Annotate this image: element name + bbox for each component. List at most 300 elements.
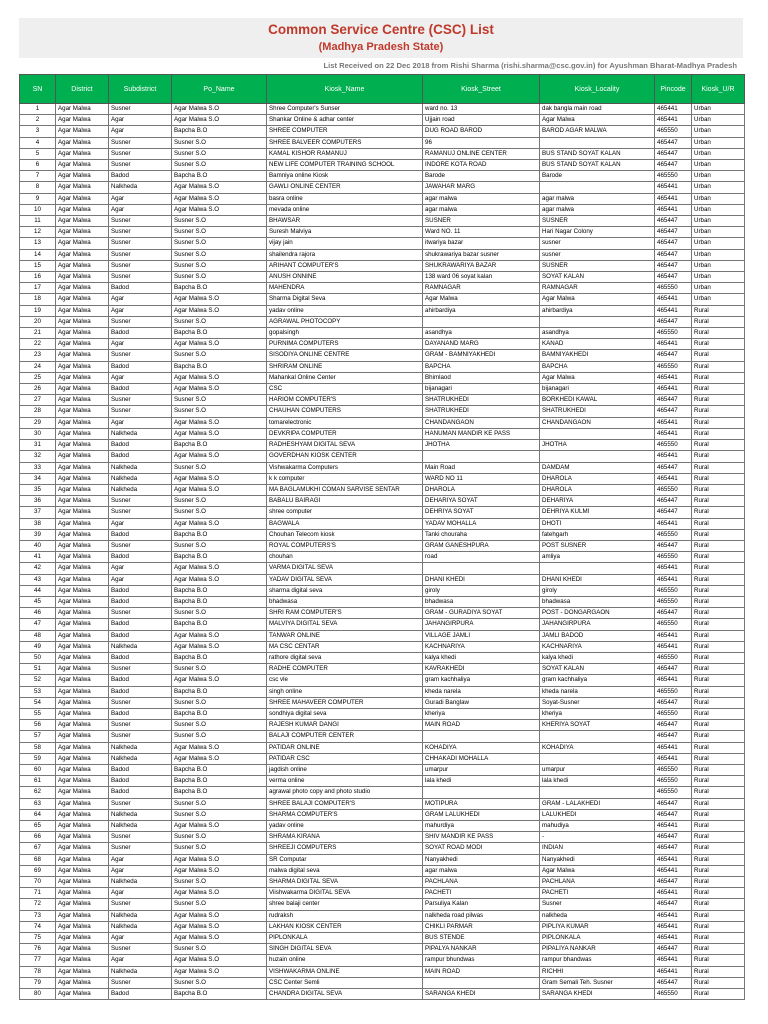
cell-district: Agar Malwa <box>56 641 109 652</box>
cell-sn: 60 <box>20 764 56 775</box>
cell-pincode: 465550 <box>655 440 692 451</box>
table-row <box>20 720 745 731</box>
cell-pincode: 465447 <box>655 148 692 159</box>
cell-kiosk-locality: nalkheda <box>540 910 655 921</box>
cell-kiosk-name: CHAUHAN COMPUTERS <box>267 406 423 417</box>
cell-district: Agar Malwa <box>56 417 109 428</box>
cell-pincode: 465441 <box>655 339 692 350</box>
cell-subdistrict: Badod <box>109 171 172 182</box>
table-row <box>20 171 745 182</box>
cell-district: Agar Malwa <box>56 216 109 227</box>
cell-kiosk-ur: Urban <box>692 126 745 137</box>
cell-kiosk-locality: RAMNAGAR <box>540 283 655 294</box>
cell-kiosk-street: PACHETI <box>423 888 540 899</box>
cell-district: Agar Malwa <box>56 966 109 977</box>
table-row <box>20 283 745 294</box>
cell-sn: 76 <box>20 944 56 955</box>
cell-kiosk-name: PIPLONKALA <box>267 933 423 944</box>
table-row <box>20 249 745 260</box>
cell-kiosk-locality: amliya <box>540 552 655 563</box>
cell-po-name: Susner S.O <box>172 406 267 417</box>
table-row <box>20 776 745 787</box>
cell-sn: 75 <box>20 933 56 944</box>
cell-sn: 24 <box>20 361 56 372</box>
cell-kiosk-ur: Urban <box>692 115 745 126</box>
cell-po-name: Agar Malwa S.O <box>172 473 267 484</box>
cell-district: Agar Malwa <box>56 126 109 137</box>
cell-kiosk-ur: Rural <box>692 843 745 854</box>
cell-kiosk-locality: LALUKHEDI <box>540 809 655 820</box>
cell-kiosk-ur: Rural <box>692 809 745 820</box>
cell-district: Agar Malwa <box>56 552 109 563</box>
cell-sn: 4 <box>20 137 56 148</box>
cell-kiosk-locality: BAROD AGAR MALWA <box>540 126 655 137</box>
cell-kiosk-locality: BORKHEDI KAWAL <box>540 395 655 406</box>
table-row <box>20 888 745 899</box>
table-row <box>20 148 745 159</box>
cell-po-name: Agar Malwa S.O <box>172 305 267 316</box>
cell-pincode: 465441 <box>655 675 692 686</box>
cell-sn: 58 <box>20 742 56 753</box>
cell-kiosk-name: VISHWAKARMA ONLINE <box>267 966 423 977</box>
cell-kiosk-ur: Urban <box>692 160 745 171</box>
cell-pincode: 465441 <box>655 182 692 193</box>
cell-kiosk-name: LAKHAN KIOSK CENTER <box>267 921 423 932</box>
cell-kiosk-name: MALVIYA DIGITAL SEVA <box>267 619 423 630</box>
cell-kiosk-street: DEHRIYA SOYAT <box>423 507 540 518</box>
cell-district: Agar Malwa <box>56 630 109 641</box>
cell-subdistrict: Agar <box>109 933 172 944</box>
table-row <box>20 664 745 675</box>
cell-subdistrict: Badod <box>109 686 172 697</box>
cell-district: Agar Malwa <box>56 384 109 395</box>
cell-kiosk-name: PURNIMA COMPUTERS <box>267 339 423 350</box>
cell-kiosk-ur: Rural <box>692 361 745 372</box>
cell-pincode: 465550 <box>655 484 692 495</box>
cell-kiosk-ur: Urban <box>692 104 745 115</box>
cell-kiosk-ur: Rural <box>692 473 745 484</box>
cell-sn: 52 <box>20 675 56 686</box>
cell-po-name: Bapcha B.O <box>172 776 267 787</box>
cell-sn: 38 <box>20 518 56 529</box>
table-row <box>20 753 745 764</box>
cell-kiosk-name: GAWLI ONLINE CENTER <box>267 182 423 193</box>
cell-sn: 32 <box>20 451 56 462</box>
table-row <box>20 809 745 820</box>
cell-subdistrict: Susner <box>109 608 172 619</box>
cell-kiosk-ur: Rural <box>692 316 745 327</box>
column-header-kiosk-ur: Kiosk_U/R <box>692 75 745 104</box>
cell-kiosk-street: SHUKRAWARIYA BAZAR <box>423 260 540 271</box>
cell-kiosk-locality <box>540 428 655 439</box>
cell-po-name: Bapcha B.O <box>172 787 267 798</box>
table-row <box>20 137 745 148</box>
cell-kiosk-ur: Urban <box>692 216 745 227</box>
cell-po-name: Susner S.O <box>172 160 267 171</box>
cell-po-name: Susner S.O <box>172 507 267 518</box>
cell-kiosk-ur: Rural <box>692 787 745 798</box>
cell-po-name: Susner S.O <box>172 832 267 843</box>
cell-subdistrict: Agar <box>109 339 172 350</box>
cell-pincode: 465441 <box>655 574 692 585</box>
cell-subdistrict: Badod <box>109 787 172 798</box>
table-row <box>20 540 745 551</box>
cell-kiosk-street: GRAM GANESHPURA <box>423 540 540 551</box>
cell-kiosk-name: Suresh Malviya <box>267 227 423 238</box>
cell-sn: 27 <box>20 395 56 406</box>
cell-district: Agar Malwa <box>56 238 109 249</box>
cell-po-name: Agar Malwa S.O <box>172 630 267 641</box>
cell-kiosk-street: Ward NO. 11 <box>423 227 540 238</box>
table-row <box>20 933 745 944</box>
cell-kiosk-ur: Rural <box>692 496 745 507</box>
cell-kiosk-locality: INDIAN <box>540 843 655 854</box>
cell-sn: 1 <box>20 104 56 115</box>
cell-sn: 67 <box>20 843 56 854</box>
cell-district: Agar Malwa <box>56 596 109 607</box>
cell-pincode: 465441 <box>655 888 692 899</box>
cell-pincode: 465447 <box>655 720 692 731</box>
cell-district: Agar Malwa <box>56 619 109 630</box>
cell-district: Agar Malwa <box>56 809 109 820</box>
cell-kiosk-locality: mahudiya <box>540 821 655 832</box>
cell-district: Agar Malwa <box>56 440 109 451</box>
cell-subdistrict: Badod <box>109 989 172 1000</box>
cell-sn: 74 <box>20 921 56 932</box>
cell-district: Agar Malwa <box>56 473 109 484</box>
cell-pincode: 465441 <box>655 294 692 305</box>
cell-kiosk-locality: BUS STAND SOYAT KALAN <box>540 160 655 171</box>
page-title: Common Service Centre (CSC) List <box>268 22 494 37</box>
cell-kiosk-ur: Rural <box>692 585 745 596</box>
cell-subdistrict: Agar <box>109 204 172 215</box>
cell-kiosk-name: sondhiya digital seva <box>267 708 423 719</box>
cell-po-name: Agar Malwa S.O <box>172 821 267 832</box>
cell-kiosk-ur: Rural <box>692 641 745 652</box>
cell-sn: 69 <box>20 865 56 876</box>
cell-kiosk-street: DHANI KHEDI <box>423 574 540 585</box>
cell-kiosk-locality: SOYAT KALAN <box>540 272 655 283</box>
cell-subdistrict: Badod <box>109 328 172 339</box>
cell-kiosk-name: Sharma Digital Seva <box>267 294 423 305</box>
cell-pincode: 465447 <box>655 843 692 854</box>
cell-kiosk-street: mahurdiya <box>423 821 540 832</box>
cell-kiosk-ur: Rural <box>692 484 745 495</box>
cell-pincode: 465447 <box>655 944 692 955</box>
cell-kiosk-ur: Urban <box>692 283 745 294</box>
cell-kiosk-name: CSC <box>267 384 423 395</box>
cell-po-name: Susner S.O <box>172 664 267 675</box>
cell-subdistrict: Agar <box>109 417 172 428</box>
cell-subdistrict: Nalkheda <box>109 753 172 764</box>
cell-subdistrict: Badod <box>109 764 172 775</box>
cell-sn: 5 <box>20 148 56 159</box>
cell-kiosk-street: RAMNAGAR <box>423 283 540 294</box>
cell-kiosk-locality: fatehgarh <box>540 529 655 540</box>
cell-district: Agar Malwa <box>56 664 109 675</box>
cell-kiosk-ur: Rural <box>692 977 745 988</box>
cell-kiosk-name: SINGH DIGITAL SEVA <box>267 944 423 955</box>
cell-subdistrict: Susner <box>109 249 172 260</box>
cell-kiosk-street: DAYANAND MARG <box>423 339 540 350</box>
cell-kiosk-ur: Rural <box>692 440 745 451</box>
cell-subdistrict: Badod <box>109 451 172 462</box>
cell-kiosk-name: MA CSC CENTAR <box>267 641 423 652</box>
cell-kiosk-street: GRAM - GURADIYA SOYAT <box>423 608 540 619</box>
cell-kiosk-street: Parsuliya Kalan <box>423 899 540 910</box>
table-row <box>20 832 745 843</box>
cell-kiosk-ur: Urban <box>692 227 745 238</box>
cell-kiosk-ur: Rural <box>692 764 745 775</box>
table-row <box>20 977 745 988</box>
cell-kiosk-name: RADHE COMPUTER <box>267 664 423 675</box>
cell-po-name: Susner S.O <box>172 350 267 361</box>
cell-kiosk-ur: Rural <box>692 753 745 764</box>
cell-kiosk-ur: Urban <box>692 193 745 204</box>
cell-sn: 44 <box>20 585 56 596</box>
cell-kiosk-street: PIPALYA NANKAR <box>423 944 540 955</box>
cell-po-name: Agar Malwa S.O <box>172 933 267 944</box>
cell-pincode: 465550 <box>655 596 692 607</box>
cell-kiosk-name: ANUSH ONNINE <box>267 272 423 283</box>
table-row <box>20 260 745 271</box>
table-row <box>20 630 745 641</box>
cell-kiosk-street: CHANDANGAON <box>423 417 540 428</box>
cell-po-name: Susner S.O <box>172 977 267 988</box>
cell-kiosk-ur: Rural <box>692 518 745 529</box>
cell-kiosk-locality: bhadwasa <box>540 596 655 607</box>
cell-sn: 30 <box>20 428 56 439</box>
cell-pincode: 465447 <box>655 462 692 473</box>
cell-kiosk-name: vijay jain <box>267 238 423 249</box>
cell-subdistrict: Nalkheda <box>109 462 172 473</box>
cell-kiosk-street: SHIV MANDIR KE PASS <box>423 832 540 843</box>
cell-pincode: 465441 <box>655 417 692 428</box>
cell-subdistrict: Susner <box>109 540 172 551</box>
cell-subdistrict: Nalkheda <box>109 473 172 484</box>
cell-kiosk-locality: susner <box>540 238 655 249</box>
cell-district: Agar Malwa <box>56 563 109 574</box>
cell-kiosk-name: singh online <box>267 686 423 697</box>
cell-kiosk-ur: Rural <box>692 664 745 675</box>
cell-subdistrict: Susner <box>109 137 172 148</box>
cell-kiosk-street: KAVRAKHEDI <box>423 664 540 675</box>
cell-po-name: Bapcha B.O <box>172 708 267 719</box>
cell-pincode: 465447 <box>655 977 692 988</box>
cell-sn: 25 <box>20 372 56 383</box>
cell-kiosk-name: Vishwakarma Computers <box>267 462 423 473</box>
cell-subdistrict: Susner <box>109 496 172 507</box>
cell-kiosk-ur: Rural <box>692 563 745 574</box>
cell-kiosk-name: PATIDAR ONLINE <box>267 742 423 753</box>
cell-kiosk-name: tomarelectronic <box>267 417 423 428</box>
cell-kiosk-locality: Susner <box>540 899 655 910</box>
cell-po-name: Susner S.O <box>172 798 267 809</box>
cell-po-name: Susner S.O <box>172 608 267 619</box>
cell-kiosk-name: chouhan <box>267 552 423 563</box>
table-row <box>20 395 745 406</box>
cell-sn: 79 <box>20 977 56 988</box>
cell-district: Agar Malwa <box>56 182 109 193</box>
cell-pincode: 465441 <box>655 115 692 126</box>
cell-district: Agar Malwa <box>56 462 109 473</box>
cell-kiosk-ur: Rural <box>692 720 745 731</box>
cell-kiosk-locality <box>540 731 655 742</box>
cell-po-name: Agar Malwa S.O <box>172 675 267 686</box>
cell-kiosk-name: TANWAR ONLINE <box>267 630 423 641</box>
cell-kiosk-name: SHREEJI COMPUTERS <box>267 843 423 854</box>
cell-kiosk-street: MAIN ROAD <box>423 720 540 731</box>
cell-district: Agar Malwa <box>56 708 109 719</box>
cell-subdistrict: Agar <box>109 865 172 876</box>
cell-sn: 28 <box>20 406 56 417</box>
cell-kiosk-name: SHRIRAM ONLINE <box>267 361 423 372</box>
cell-kiosk-street: YADAV MOHALLA <box>423 518 540 529</box>
table-row <box>20 473 745 484</box>
cell-subdistrict: Agar <box>109 126 172 137</box>
cell-subdistrict: Susner <box>109 216 172 227</box>
cell-subdistrict: Badod <box>109 776 172 787</box>
csc-table <box>19 74 745 1000</box>
cell-subdistrict: Nalkheda <box>109 428 172 439</box>
cell-district: Agar Malwa <box>56 339 109 350</box>
cell-sn: 73 <box>20 910 56 921</box>
cell-kiosk-street <box>423 977 540 988</box>
cell-kiosk-street: SHATRUKHEDI <box>423 395 540 406</box>
cell-kiosk-ur: Rural <box>692 899 745 910</box>
cell-kiosk-ur: Rural <box>692 384 745 395</box>
source-note: List Received on 22 Dec 2018 from Rishi Sharma (rishi.sharma@csc.gov.in) for Ayushman Bharat-Madhya Pradesh <box>323 61 737 70</box>
cell-kiosk-locality: Agar Malwa <box>540 294 655 305</box>
cell-kiosk-street: rampur bhundwas <box>423 955 540 966</box>
cell-po-name: Agar Malwa S.O <box>172 888 267 899</box>
cell-sn: 31 <box>20 440 56 451</box>
cell-kiosk-locality: DHAROLA <box>540 473 655 484</box>
cell-subdistrict: Susner <box>109 148 172 159</box>
cell-sn: 46 <box>20 608 56 619</box>
cell-sn: 18 <box>20 294 56 305</box>
cell-district: Agar Malwa <box>56 361 109 372</box>
cell-kiosk-ur: Rural <box>692 574 745 585</box>
cell-kiosk-ur: Rural <box>692 708 745 719</box>
cell-district: Agar Malwa <box>56 944 109 955</box>
cell-district: Agar Malwa <box>56 608 109 619</box>
cell-kiosk-name: Viishwakarma DIGITAL SEVA <box>267 888 423 899</box>
cell-subdistrict: Susner <box>109 316 172 327</box>
cell-pincode: 465447 <box>655 877 692 888</box>
cell-district: Agar Malwa <box>56 933 109 944</box>
cell-kiosk-ur: Rural <box>692 821 745 832</box>
cell-district: Agar Malwa <box>56 406 109 417</box>
cell-pincode: 465550 <box>655 787 692 798</box>
cell-kiosk-street: KOHADIYA <box>423 742 540 753</box>
cell-kiosk-locality: CHANDANGAON <box>540 417 655 428</box>
cell-kiosk-locality: BUS STAND SOYAT KALAN <box>540 148 655 159</box>
cell-sn: 80 <box>20 989 56 1000</box>
table-row <box>20 462 745 473</box>
cell-kiosk-street: JAHANGIRPURA <box>423 619 540 630</box>
cell-subdistrict: Susner <box>109 977 172 988</box>
cell-subdistrict: Agar <box>109 518 172 529</box>
cell-kiosk-street: BUS STENDE <box>423 933 540 944</box>
cell-po-name: Bapcha B.O <box>172 328 267 339</box>
cell-sn: 14 <box>20 249 56 260</box>
cell-kiosk-name: KAMAL KISHOR RAMANUJ <box>267 148 423 159</box>
cell-district: Agar Malwa <box>56 574 109 585</box>
table-row <box>20 574 745 585</box>
table-row <box>20 417 745 428</box>
cell-kiosk-name: MA BAGLAMUKHI COMAN SARVISE SENTAR <box>267 484 423 495</box>
column-header-kiosk-locality: Kiosk_Locality <box>540 75 655 104</box>
table-row <box>20 361 745 372</box>
cell-kiosk-street: Bhimlaod <box>423 372 540 383</box>
cell-kiosk-street: SUSNER <box>423 216 540 227</box>
cell-district: Agar Malwa <box>56 305 109 316</box>
cell-kiosk-ur: Urban <box>692 294 745 305</box>
cell-kiosk-name: SHREE BALVEER COMPUTERS <box>267 137 423 148</box>
cell-pincode: 465550 <box>655 652 692 663</box>
cell-po-name: Bapcha B.O <box>172 619 267 630</box>
cell-pincode: 465447 <box>655 496 692 507</box>
cell-kiosk-street: PACHLANA <box>423 877 540 888</box>
cell-sn: 35 <box>20 484 56 495</box>
cell-district: Agar Malwa <box>56 137 109 148</box>
cell-subdistrict: Agar <box>109 854 172 865</box>
cell-kiosk-name: verma online <box>267 776 423 787</box>
cell-kiosk-locality: SUSNER <box>540 216 655 227</box>
table-row <box>20 182 745 193</box>
cell-kiosk-ur: Rural <box>692 552 745 563</box>
cell-district: Agar Malwa <box>56 372 109 383</box>
cell-kiosk-name: ARIHANT COMPUTER'S <box>267 260 423 271</box>
cell-subdistrict: Agar <box>109 955 172 966</box>
cell-sn: 16 <box>20 272 56 283</box>
cell-sn: 8 <box>20 182 56 193</box>
cell-pincode: 465441 <box>655 305 692 316</box>
table-row <box>20 316 745 327</box>
cell-po-name: Susner S.O <box>172 944 267 955</box>
cell-pincode: 465447 <box>655 899 692 910</box>
cell-po-name: Susner S.O <box>172 137 267 148</box>
cell-po-name: Bapcha B.O <box>172 552 267 563</box>
cell-subdistrict: Agar <box>109 305 172 316</box>
cell-district: Agar Malwa <box>56 249 109 260</box>
cell-subdistrict: Badod <box>109 552 172 563</box>
cell-subdistrict: Nalkheda <box>109 877 172 888</box>
cell-district: Agar Malwa <box>56 921 109 932</box>
cell-pincode: 465441 <box>655 933 692 944</box>
cell-po-name: Agar Malwa S.O <box>172 921 267 932</box>
cell-kiosk-street: SARANGA KHEDI <box>423 989 540 1000</box>
cell-sn: 17 <box>20 283 56 294</box>
cell-kiosk-ur: Rural <box>692 507 745 518</box>
cell-kiosk-ur: Rural <box>692 798 745 809</box>
cell-subdistrict: Susner <box>109 350 172 361</box>
cell-po-name: Susner S.O <box>172 395 267 406</box>
cell-po-name: Bapcha B.O <box>172 764 267 775</box>
cell-kiosk-name: SHARMA COMPUTER'S <box>267 809 423 820</box>
cell-district: Agar Malwa <box>56 854 109 865</box>
cell-district: Agar Malwa <box>56 260 109 271</box>
cell-kiosk-name: gopalsingh <box>267 328 423 339</box>
cell-po-name: Agar Malwa S.O <box>172 865 267 876</box>
cell-po-name: Susner S.O <box>172 899 267 910</box>
cell-kiosk-street: agar malwa <box>423 193 540 204</box>
cell-pincode: 465550 <box>655 328 692 339</box>
cell-subdistrict: Susner <box>109 731 172 742</box>
cell-subdistrict: Susner <box>109 899 172 910</box>
cell-subdistrict: Susner <box>109 664 172 675</box>
